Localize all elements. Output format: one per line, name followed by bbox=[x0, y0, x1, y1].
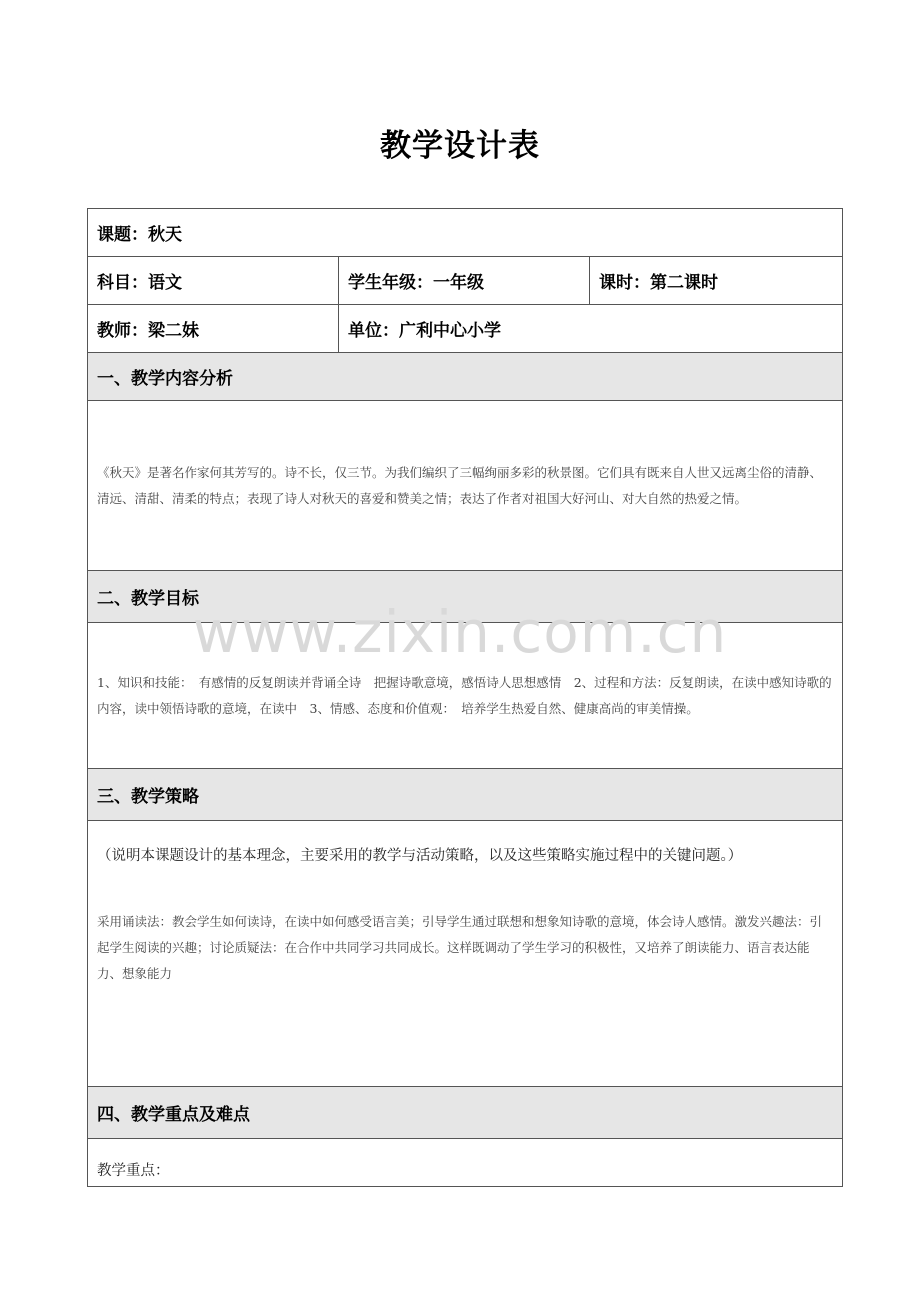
content-analysis-body: 《秋天》是著名作家何其芳写的。诗不长，仅三节。为我们编织了三幅绚丽多彩的秋景图。它们具有既来自人世又远离尘俗的清静、清远、清甜、清柔的特点；表现了诗人对秋天的喜爱和赞美之情；表达了作者对祖国大好河山、对大自然的热爱之情。 bbox=[88, 401, 843, 571]
section-heading-key-points: 四、教学重点及难点 bbox=[88, 1087, 843, 1139]
section-heading-objectives: 二、教学目标 bbox=[88, 571, 843, 623]
subject-cell: 科目：语文 bbox=[88, 257, 339, 305]
period-cell: 课时：第二课时 bbox=[590, 257, 843, 305]
key-points-body: 教学重点： bbox=[88, 1139, 843, 1187]
section-heading-strategy: 三、教学策略 bbox=[88, 769, 843, 821]
section-heading-content-analysis: 一、教学内容分析 bbox=[88, 353, 843, 401]
design-table bbox=[87, 208, 843, 1187]
grade-cell: 学生年级：一年级 bbox=[339, 257, 590, 305]
unit-cell: 单位：广利中心小学 bbox=[339, 305, 843, 353]
watermark: www.zixin.com.cn bbox=[192, 598, 728, 666]
strategy-body: 采用诵读法：教会学生如何读诗，在读中如何感受语言美；引导学生通过联想和想象知诗歌的意境，体会诗人感情。激发兴趣法：引起学生阅读的兴趣；讨论质疑法：在合作中共同学习共同成长。这样既调动了学生学习的积极性，又培养了朗读能力、语言表达能力、想象能力 bbox=[97, 914, 823, 981]
strategy-cell bbox=[88, 821, 843, 1087]
strategy-note: （说明本课题设计的基本理念，主要采用的教学与活动策略，以及这些策略实施过程中的关键问题。） bbox=[97, 848, 743, 864]
teacher-cell: 教师：梁二妹 bbox=[88, 305, 339, 353]
topic-cell: 课题：秋天 bbox=[88, 209, 843, 257]
objectives-body: 1、知识和技能： 有感情的反复朗读并背诵全诗 把握诗歌意境，感悟诗人思想感情 2、过程和方法：反复朗读，在读中感知诗歌的内容，读中领悟诗歌的意境，在读中 3、情感、态度和价值观： 培养学生热爱自然、健康高尚的审美情操。 bbox=[88, 623, 843, 769]
page-title: 教学设计表 bbox=[380, 128, 540, 164]
